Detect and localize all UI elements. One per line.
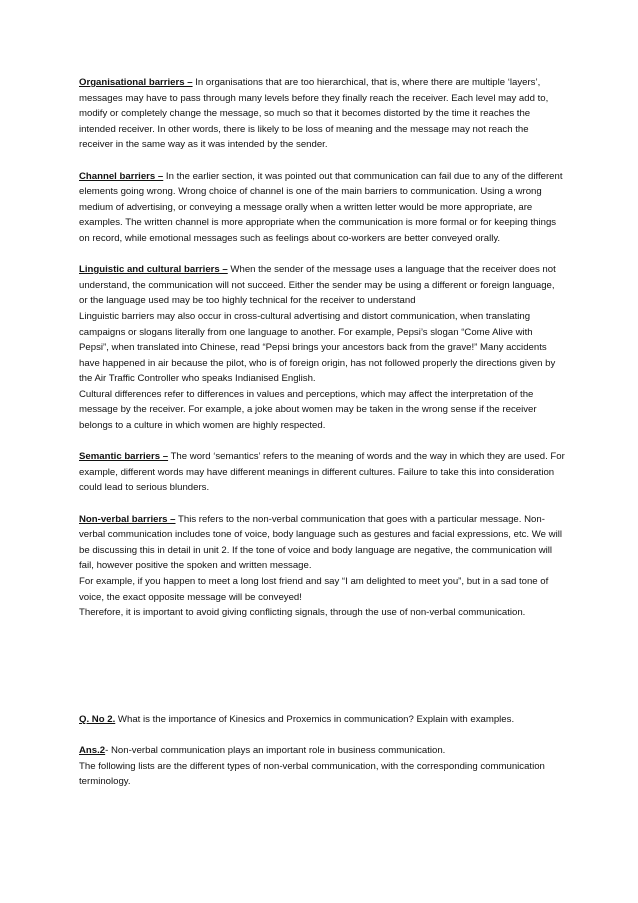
section-paragraph [79,512,565,574]
section-text: In the earlier section, it was pointed out that communication can fail due to any of the different elements going wrong. Wrong choice of channel is one of the main barriers to communication. Using a wrong medium of advertising, or conveying a message orally when a written letter would be more appropriate, are examples. The written channel is more appropriate when the communication is more formal or for keeping things on record, while emotional messages such as feelings about co-workers are better conveyed orally. [79,170,563,244]
section-paragraph: Linguistic barriers may also occur in cross-cultural advertising and distort communication, when translating campaigns or slogans literally from one language to another. For example, Pepsi’s slogan “Come Alive with Pepsi”, when translated into Chinese, read “Pepsi brings your ancestors back from the grave!” Many accidents have happened in air because the pilot, who is of foreign origin, has not followed properly the directions given by the Air Traffic Controller who speaks Indianised English. [79,310,556,385]
section-paragraph: For example, if you happen to meet a long lost friend and say “I am delighted to meet you”, but in a sad tone of voice, the exact opposite message will be conveyed! [79,576,549,603]
section-paragraph [79,75,565,153]
section-linguistic-cultural-barriers [79,262,565,434]
section-non-verbal-barriers [79,512,565,621]
barriers-content [79,75,565,636]
section-text: The word ‘semantics’ refers to the meaning of words and the way in which they are used. For example, different words may have different meanings in different cultures. Failure to take this into consideration could lead to serious blunders. [79,451,565,494]
section-paragraph [79,169,565,247]
question-line [79,712,569,728]
section-heading: Organisational barriers – [79,77,193,88]
answer-continuation: The following lists are the different types of non-verbal communication, with the corresponding communication terminology. [79,760,545,788]
section-heading: Semantic barriers – [79,451,169,463]
section-paragraph [79,262,565,309]
section-text: When the sender of the message uses a language that the receiver does not understand, the communication will not succeed. Either the sender may be using a different or foreign language, or the language used may be too highly technical for the receiver to understand [79,264,556,307]
section-channel-barriers [79,169,565,247]
question-text: What is the importance of Kinesics and Proxemics in communication? Explain with examples. [117,714,515,725]
question-label: Q. No 2. [79,714,116,725]
section-semantic-barriers [79,449,565,496]
section-heading: Linguistic and cultural barriers – [79,264,228,276]
answer-line [79,743,569,759]
answer-label: Ans.2 [79,745,106,757]
answer-text: - Non-verbal communication plays an important role in business communication. [105,745,446,757]
section-paragraph: Therefore, it is important to avoid giving conflicting signals, through the use of non-verbal communication. [79,607,526,619]
section-heading: Non-verbal barriers – [79,513,176,525]
section-organisational-barriers [79,75,565,153]
section-heading: Channel barriers – [79,170,164,182]
section-paragraph [79,449,565,496]
section-paragraph: Cultural differences refer to differences in values and perceptions, which may affect the interpretation of the message by the receiver. For example, a joke about women may be taken in the wrong sense if the receiver belongs to a culture in which women are highly respected. [79,388,537,432]
section-text: In organisations that are too hierarchical, that is, where there are multiple ‘layers’, messages may have to pass through many levels before they finally reach the receiver. Each level may add to, modify or completely change the message, so much so that it becomes distorted by the time it reaches the intended receiver. In other words, there is likely to be loss of meaning and the message may not reach the receiver in the same way as it was intended by the sender. [79,77,549,151]
section-text: This refers to the non-verbal communication that goes with a particular message. Non-verbal communication includes tone of voice, body language such as gestures and facial expressions, etc. We will be discussing this in detail in unit 2. If the tone of voice and body language are negative, the communication will fail, however positive the spoken and written message. [79,513,562,572]
question-answer-block [79,712,569,790]
